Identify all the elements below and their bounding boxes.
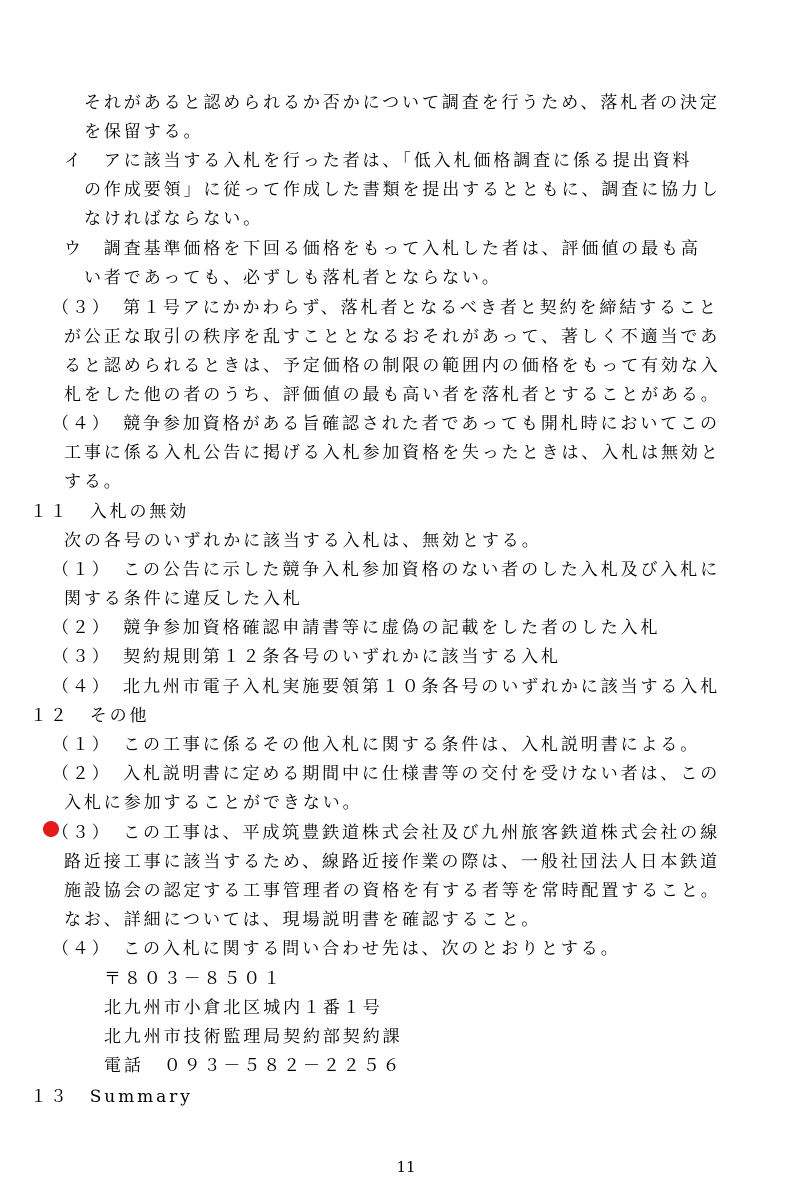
section-heading: １２ その他 bbox=[30, 706, 150, 726]
address-line: 北九州市小倉北区城内１番１号 bbox=[104, 998, 383, 1018]
text-line: する。 bbox=[64, 472, 124, 492]
text-line: を保留する。 bbox=[84, 122, 204, 142]
text-line: の作成要領」に従って作成した書類を提出するとともに、調査に協力し bbox=[84, 180, 721, 200]
text-line: なければならない。 bbox=[84, 209, 264, 229]
text-line: が公正な取引の秩序を乱すこととなるおそれがあって、著しく不適当であ bbox=[64, 327, 721, 347]
text-line: 入札に参加することができない。 bbox=[64, 793, 363, 813]
text-line: なお、詳細については、現場説明書を確認すること。 bbox=[64, 910, 542, 930]
text-line: イ アに該当する入札を行った者は、「低入札価格調査に係る提出資料 bbox=[64, 151, 693, 171]
text-line: （１） この公告に示した競争入札参加資格のない者のした入札及び入札に bbox=[52, 560, 721, 580]
text-line: 札をした他の者のうち、評価値の最も高い者を落札者とすることがある。 bbox=[64, 385, 721, 405]
text-line: それがあると認められるか否かについて調査を行うため、落札者の決定 bbox=[84, 93, 720, 113]
text-line: 工事に係る入札公告に掲げる入札参加資格を失ったときは、入札は無効と bbox=[64, 443, 721, 463]
text-line: （４） この入札に関する問い合わせ先は、次のとおりとする。 bbox=[52, 939, 621, 959]
text-line: 施設協会の認定する工事管理者の資格を有する者等を常時配置すること。 bbox=[64, 881, 721, 901]
text-line: （３） 第１号アにかかわらず、落札者となるべき者と契約を締結すること bbox=[52, 298, 719, 318]
section-heading: １１ 入札の無効 bbox=[30, 502, 190, 522]
text-line: （３） この工事は、平成筑豊鉄道株式会社及び九州旅客鉄道株式会社の線 bbox=[52, 823, 721, 843]
text-line: 関する条件に違反した入札 bbox=[64, 589, 303, 609]
section-heading: １３ Summary bbox=[30, 1087, 193, 1107]
text-line: 路近接工事に該当するため、線路近接作業の際は、一般社団法人日本鉄道 bbox=[64, 852, 721, 872]
text-line: （２） 競争参加資格確認申請書等に虚偽の記載をした者のした入札 bbox=[52, 618, 661, 638]
postal-code: 〒８０３－８５０１ bbox=[104, 969, 284, 989]
text-line: （２） 入札説明書に定める期間中に仕様書等の交付を受けない者は、この bbox=[52, 764, 721, 784]
text-line: （３） 契約規則第１２条各号のいずれかに該当する入札 bbox=[52, 647, 561, 667]
department-name: 北九州市技術監理局契約部契約課 bbox=[104, 1027, 403, 1047]
text-line: （４） 北九州市電子入札実施要領第１０条各号のいずれかに該当する入札 bbox=[52, 677, 721, 697]
page-number: 11 bbox=[396, 1158, 416, 1176]
text-line: （１） この工事に係るその他入札に関する条件は、入札説明書による。 bbox=[52, 735, 701, 755]
text-line: ウ 調査基準価格を下回る価格をもって入札した者は、評価値の最も高 bbox=[64, 239, 701, 259]
text-line: い者であっても、必ずしも落札者とならない。 bbox=[84, 268, 502, 288]
text-line: （４） 競争参加資格がある旨確認された者であっても開札時においてこの bbox=[52, 414, 720, 434]
text-line: ると認められるときは、予定価格の制限の範囲内の価格をもって有効な入 bbox=[64, 356, 721, 376]
phone-number: 電話 ０９３－５８２－２２５６ bbox=[104, 1056, 403, 1076]
text-line: 次の各号のいずれかに該当する入札は、無効とする。 bbox=[64, 531, 542, 551]
